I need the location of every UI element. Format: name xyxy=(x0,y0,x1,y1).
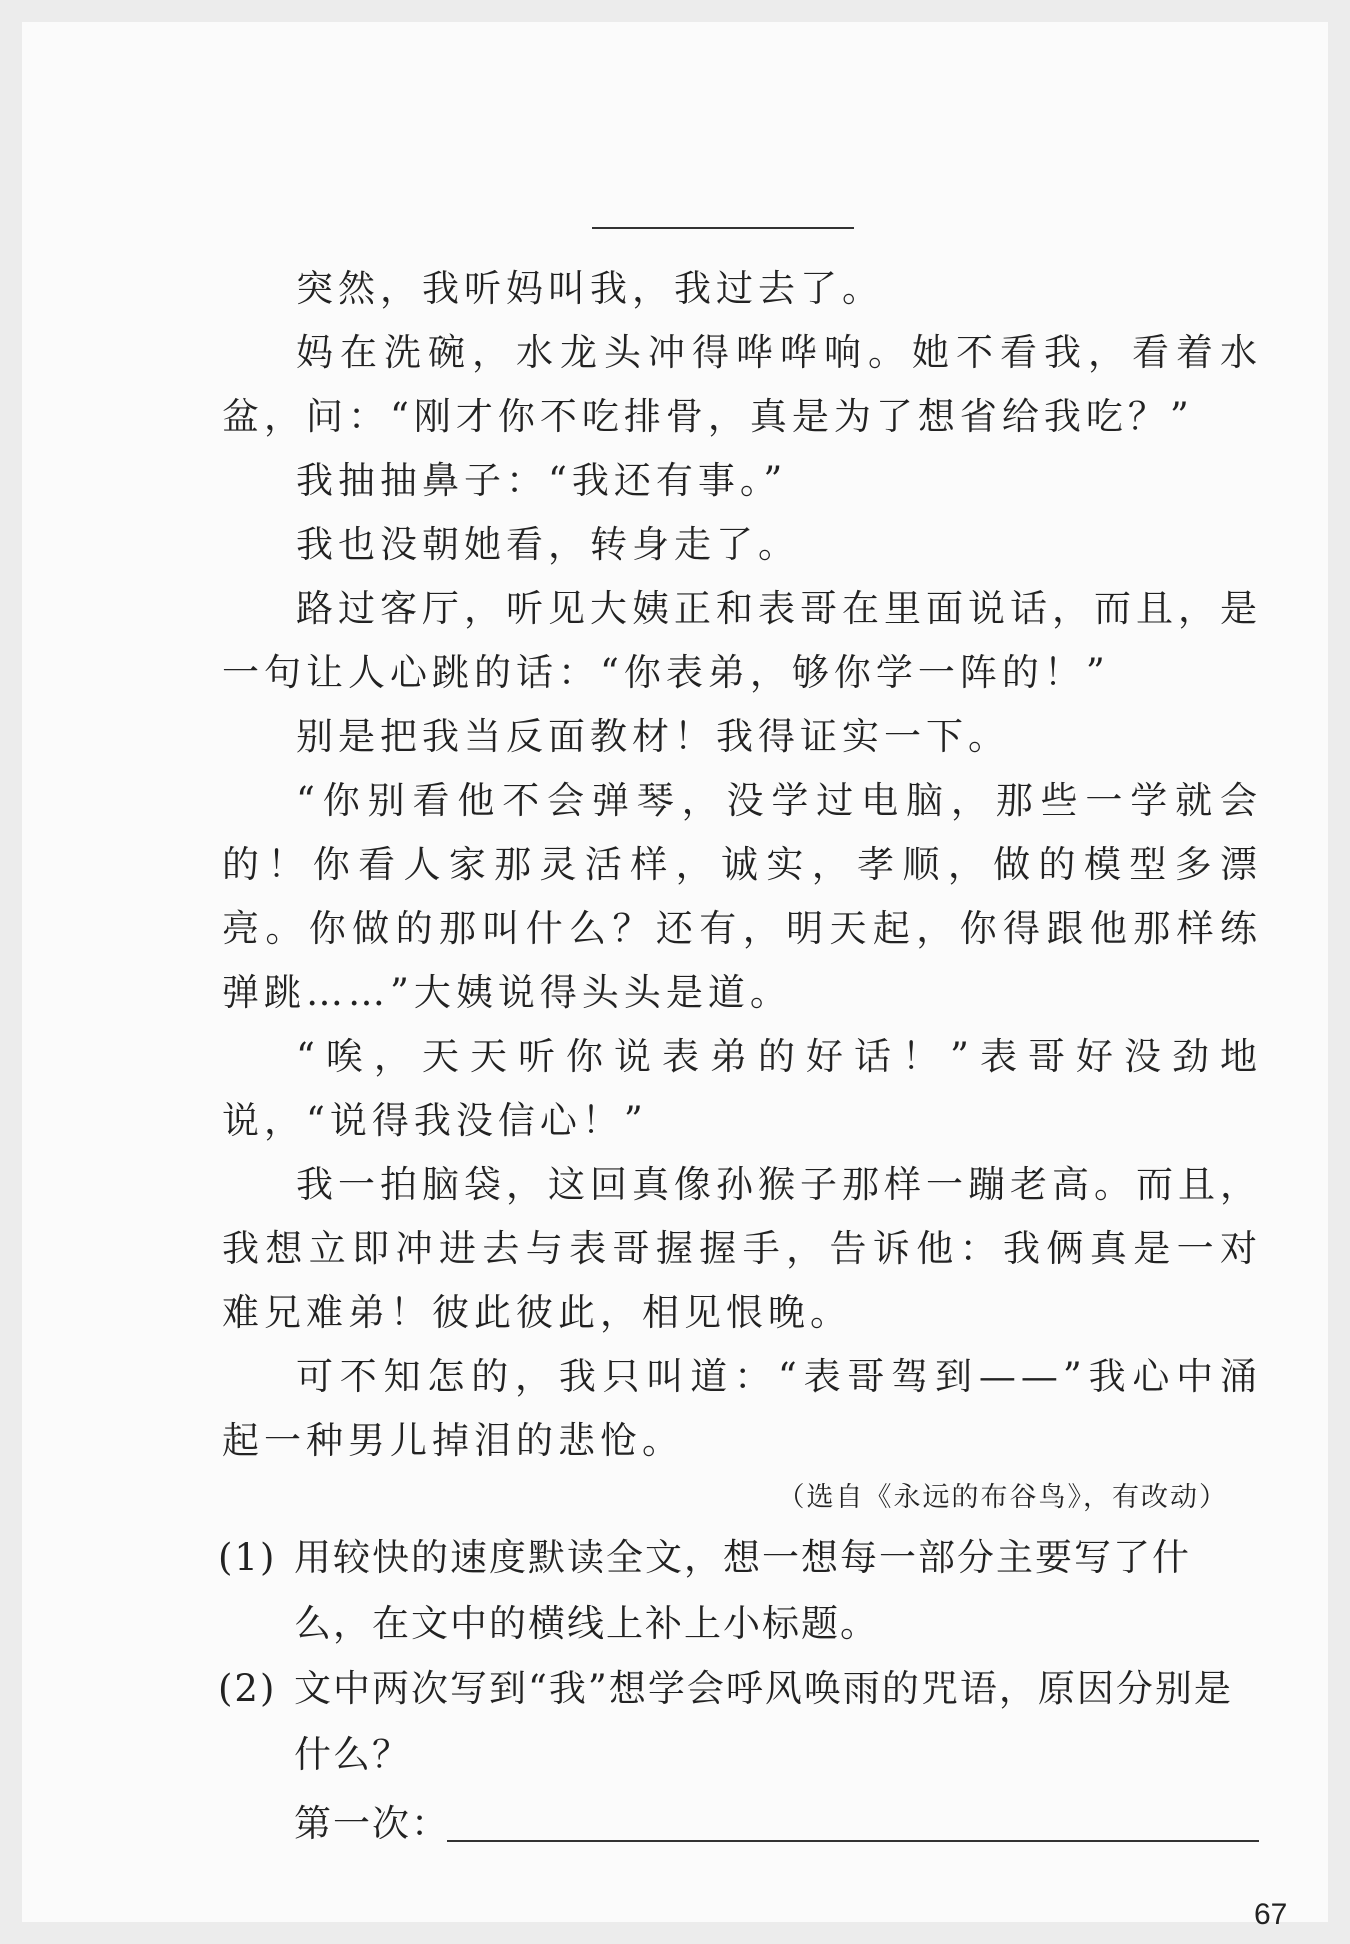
paragraph: 我一拍脑袋，这回真像孙猴子那样一蹦老高。而且，我想立即冲进去与表哥握握手，告诉他：我俩真是一对难兄难弟！彼此彼此，相见恨晚。 xyxy=(222,1163,1262,1334)
story-text xyxy=(222,257,1262,1473)
question-text: 用较快的速度默读全文，想一想每一部分主要写了什么，在文中的横线上补上小标题。 xyxy=(294,1536,1191,1645)
page-number: 67 xyxy=(1254,1898,1288,1931)
paragraph: “你别看他不会弹琴，没学过电脑，那些一学就会的！你看人家那灵活样，诚实，孝顺，做的模型多漂亮。你做的那叫什么？还有，明天起，你得跟他那样练弹跳……”大姨说得头头是道。 xyxy=(222,779,1262,1014)
paragraph: “唉，天天听你说表弟的好话！”表哥好没劲地说，“说得我没信心！” xyxy=(222,1035,1262,1142)
paragraph: 妈在洗碗，水龙头冲得哗哗响。她不看我，看着水盆，问：“刚才你不吃排骨，真是为了想省给我吃？” xyxy=(222,331,1262,438)
paragraph: 我也没朝她看，转身走了。 xyxy=(296,523,800,566)
question-number: (1) xyxy=(218,1536,277,1579)
question-2 xyxy=(218,1656,1263,1788)
subtitle-blank-line xyxy=(592,227,854,229)
question-number: (2) xyxy=(218,1667,277,1710)
answer-label: 第一次： xyxy=(294,1802,450,1845)
paragraph: 突然，我听妈叫我，我过去了。 xyxy=(296,267,884,310)
textbook-page xyxy=(22,22,1328,1931)
paragraph: 路过客厅，听见大姨正和表哥在里面说话，而且，是一句让人心跳的话：“你表弟，够你学一阵的！” xyxy=(222,587,1262,694)
question-1 xyxy=(218,1525,1263,1657)
paragraph: 我抽抽鼻子：“我还有事。” xyxy=(296,459,788,502)
paragraph: 可不知怎的，我只叫道：“表哥驾到——”我心中涌起一种男儿掉泪的悲怆。 xyxy=(222,1355,1262,1462)
source-citation: （选自《永远的布谷鸟》，有改动） xyxy=(777,1482,1228,1513)
question-text: 文中两次写到“我”想学会呼风唤雨的咒语，原因分别是什么？ xyxy=(294,1667,1233,1776)
answer-blank-line[interactable] xyxy=(447,1840,1259,1842)
paragraph: 别是把我当反面教材！我得证实一下。 xyxy=(296,715,1010,758)
